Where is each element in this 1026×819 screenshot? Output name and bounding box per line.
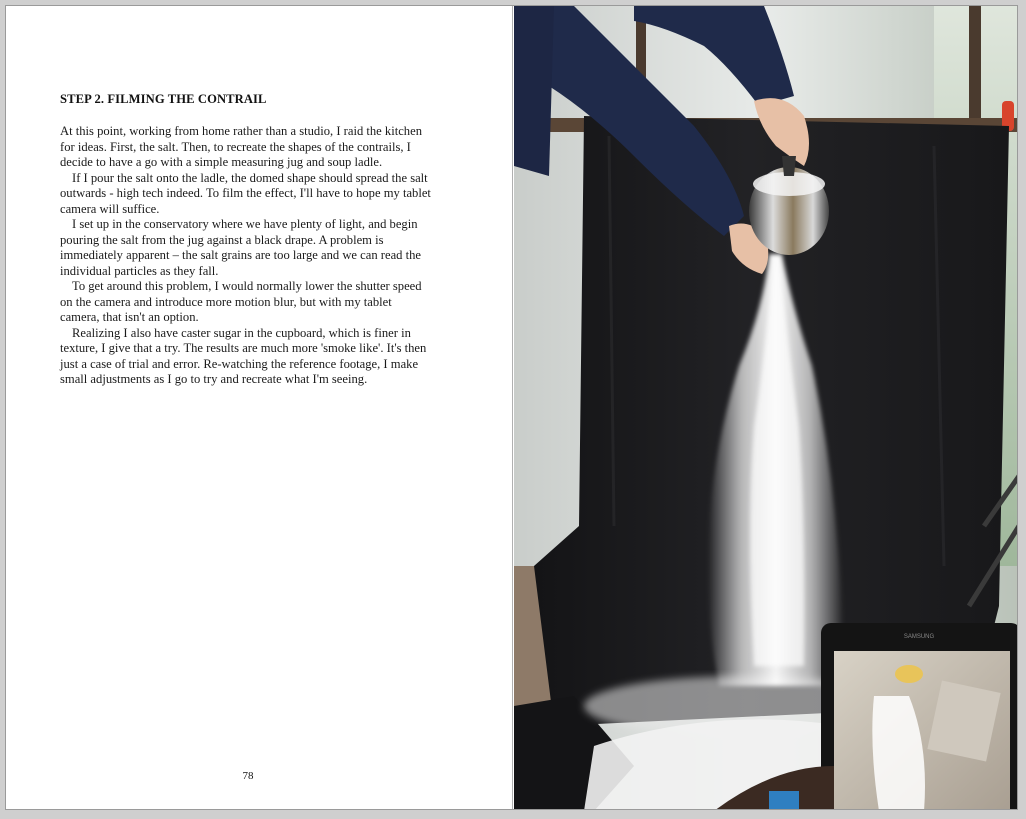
paragraph: Realizing I also have caster sugar in the cupboard, which is finer in texture, I give that a try. The results are much more 'smoke like'. It's then just a case of trial and error. Re-watching the reference footage, I make small adjustments as I go to try and recreate what I'm seeing. [60,325,427,386]
body-text [60,124,432,388]
left-page [6,6,513,810]
tablet-device [821,623,1018,810]
salt-pouring-photo [514,6,1018,810]
paragraph: I set up in the conservatory where we have plenty of light, and begin pouring the salt from the jug against a black drape. A problem is immediately apparent – the salt grains are too large and we can read the individual particles as they fall. [60,217,421,278]
blue-object [769,791,799,810]
section-heading: STEP 2. FILMING THE CONTRAIL [60,92,267,106]
tablet-brand: SAMSUNG [903,634,935,640]
paragraph: If I pour the salt onto the ladle, the domed shape should spread the salt outwards - high tech indeed. To film the effect, I'll have to hope my tablet camera will suffice. [60,170,431,216]
paragraph: At this point, working from home rather than a studio, I raid the kitchen for ideas. First, the salt. Then, to recreate the shapes of the contrails, I decide to have a go with a simple measuring jug and soup ladle. [60,124,422,169]
jacket [514,6,554,176]
paragraph: To get around this problem, I would normally lower the shutter speed on the camera and introduce more motion blur, but with my tablet camera, that isn't an option. [60,279,422,324]
window-frame [969,6,981,126]
book-spread [5,5,1018,810]
page-number: 78 [242,770,254,782]
photo-illustration [514,6,1018,810]
